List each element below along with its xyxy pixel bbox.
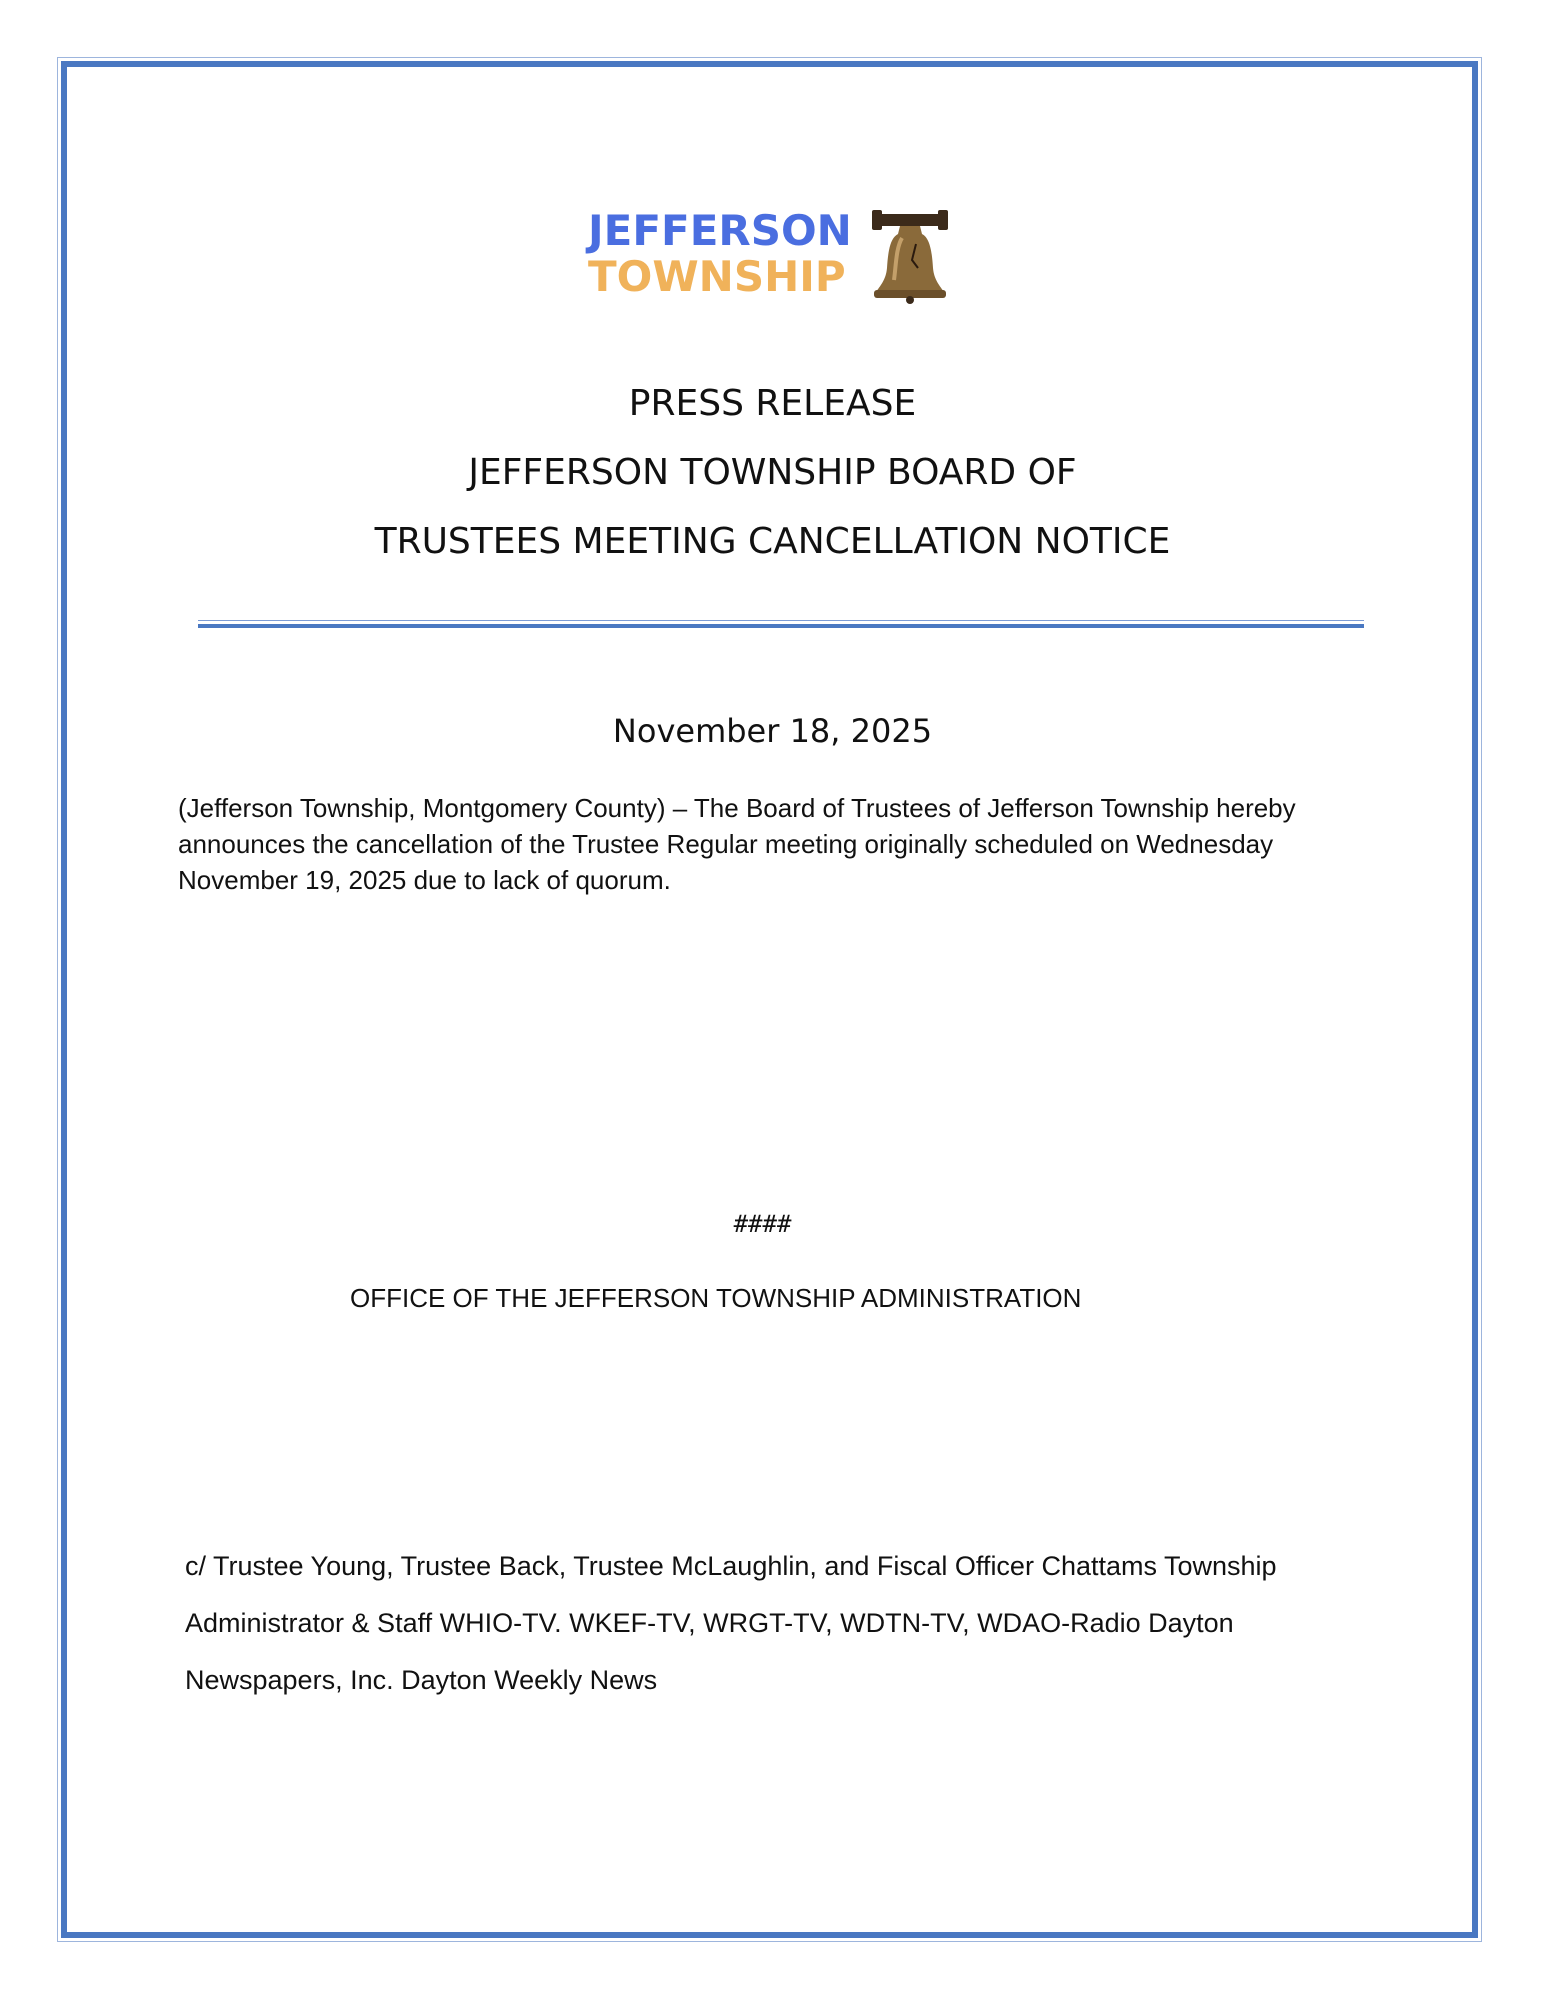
township-logo [588,208,958,304]
divider-thick [198,624,1364,628]
cc-line-3: Newspapers, Inc. Dayton Weekly News [185,1665,658,1695]
logo-text-township: TOWNSHIP [588,252,846,301]
announcement-paragraph: (Jefferson Township, Montgomery County) – The Board of Trustees of Jefferson Township hereby announces the cancellation of the Trustee Regular meeting originally scheduled on Wednesday November 19, 2025 due to lack of quorum. [178,793,1296,895]
headline-press-release: PRESS RELEASE [628,383,917,424]
cc-distribution-list [185,1538,1385,1709]
cc-line-1: c/ Trustee Young, Trustee Back, Trustee McLaughlin, and Fiscal Officer Chattams Township [185,1551,1277,1581]
divider-thin [198,620,1364,621]
release-date: November 18, 2025 [612,712,933,750]
cc-line-2: Administrator & Staff WHIO-TV. WKEF-TV, WRGT-TV, WDTN-TV, WDAO-Radio Dayton [185,1608,1234,1638]
headline-cancellation-notice: TRUSTEES MEETING CANCELLATION NOTICE [374,521,1171,562]
end-marker: #### [733,1210,792,1238]
liberty-bell-icon [870,208,950,304]
logo-text-jefferson: JEFFERSON [588,206,852,255]
headline-board-of: JEFFERSON TOWNSHIP BOARD OF [468,452,1077,493]
office-signature: OFFICE OF THE JEFFERSON TOWNSHIP ADMINISTRATION [350,1283,1082,1313]
